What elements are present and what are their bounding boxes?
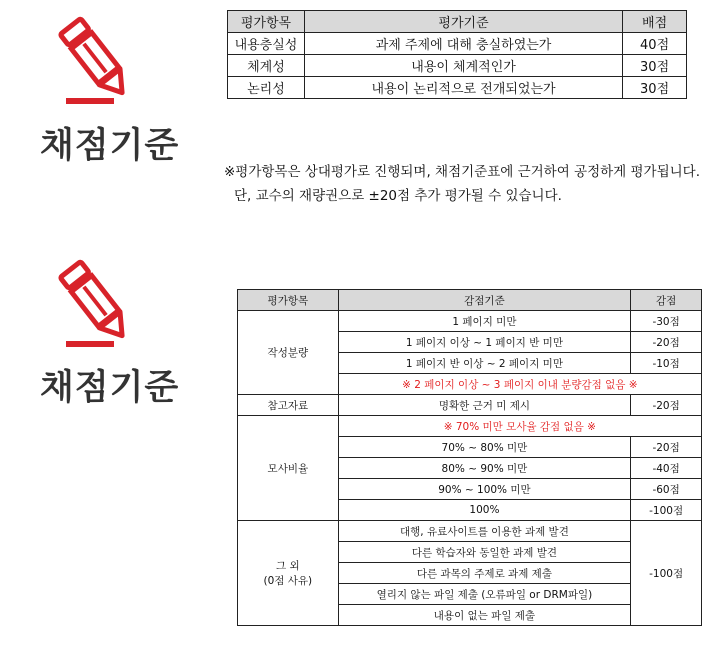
table-cell: -10점 <box>631 353 702 374</box>
table-header-row <box>238 290 702 311</box>
header-cell: 평가기준 <box>304 11 622 33</box>
category-cell-reference: 참고자료 <box>238 395 339 416</box>
table-cell: 내용충실성 <box>228 33 305 55</box>
table-cell: 1 페이지 반 이상 ~ 2 페이지 미만 <box>338 353 631 374</box>
table-cell: 내용이 체계적인가 <box>304 55 622 77</box>
header-cell: 감점 <box>631 290 702 311</box>
category-cell-writing: 작성분량 <box>238 311 339 395</box>
table-row <box>238 311 702 332</box>
table-cell: 논리성 <box>228 77 305 99</box>
table-cell: 명확한 근거 미 제시 <box>338 395 631 416</box>
table-row <box>228 77 687 99</box>
table-cell: 내용이 논리적으로 전개되었는가 <box>304 77 622 99</box>
writing-note: ※ 2 페이지 이상 ~ 3 페이지 이내 분량감점 없음 ※ <box>338 374 701 395</box>
table-cell: -60점 <box>631 479 702 500</box>
table-cell: 다른 학습자와 동일한 과제 발견 <box>338 542 631 563</box>
table-cell: 30점 <box>623 77 687 99</box>
table-cell: 80% ~ 90% 미만 <box>338 458 631 479</box>
table-cell: -40점 <box>631 458 702 479</box>
other-label-line-1: 그 외 <box>276 560 300 572</box>
table-row <box>238 416 702 437</box>
table-cell: 내용이 없는 파일 제출 <box>338 605 631 626</box>
note-line-1: ※평가항목은 상대평가로 진행되며, 채점기준표에 근거하여 공정하게 평가됩니다. <box>224 164 700 180</box>
header-cell: 배점 <box>623 11 687 33</box>
table-cell: -30점 <box>631 311 702 332</box>
table-cell: 과제 주제에 대해 충실하였는가 <box>304 33 622 55</box>
copy-note: ※ 70% 미만 모사율 감점 없음 ※ <box>338 416 701 437</box>
pencil-icon <box>58 255 132 349</box>
table-cell: -20점 <box>631 395 702 416</box>
table-cell: 1 페이지 미만 <box>338 311 631 332</box>
table-cell: 30점 <box>623 55 687 77</box>
category-cell-copy: 모사비율 <box>238 416 339 521</box>
header-cell: 감점기준 <box>338 290 631 311</box>
table-cell: 40점 <box>623 33 687 55</box>
section1-heading: 채점기준 <box>40 126 180 166</box>
table-cell: 대행, 유료사이트를 이용한 과제 발견 <box>338 521 631 542</box>
pencil-icon <box>58 12 132 106</box>
table-cell: -20점 <box>631 332 702 353</box>
deduction-criteria-table <box>237 289 702 626</box>
table-row <box>228 33 687 55</box>
section2-heading: 채점기준 <box>40 368 180 408</box>
table-cell: 90% ~ 100% 미만 <box>338 479 631 500</box>
note-line-2: 단, 교수의 재량권으로 ±20점 추가 평가될 수 있습니다. <box>234 188 562 204</box>
header-cell: 평가항목 <box>228 11 305 33</box>
table-row <box>238 521 702 542</box>
table-cell: 체계성 <box>228 55 305 77</box>
table-row <box>228 55 687 77</box>
category-cell-other <box>238 521 339 626</box>
other-label-line-2: (0점 사유) <box>263 575 313 587</box>
table-row <box>238 395 702 416</box>
table-cell: -20점 <box>631 437 702 458</box>
table-cell: 열리지 않는 파일 제출 (오류파일 or DRM파일) <box>338 584 631 605</box>
table-cell: 100% <box>338 500 631 521</box>
evaluation-criteria-table <box>227 10 687 99</box>
header-cell: 평가항목 <box>238 290 339 311</box>
table-cell: 다른 과목의 주제로 과제 제출 <box>338 563 631 584</box>
table-cell: 70% ~ 80% 미만 <box>338 437 631 458</box>
table-cell: -100점 <box>631 500 702 521</box>
table-cell: 1 페이지 이상 ~ 1 페이지 반 미만 <box>338 332 631 353</box>
table-header-row <box>228 11 687 33</box>
other-deduction-cell: -100점 <box>631 521 702 626</box>
